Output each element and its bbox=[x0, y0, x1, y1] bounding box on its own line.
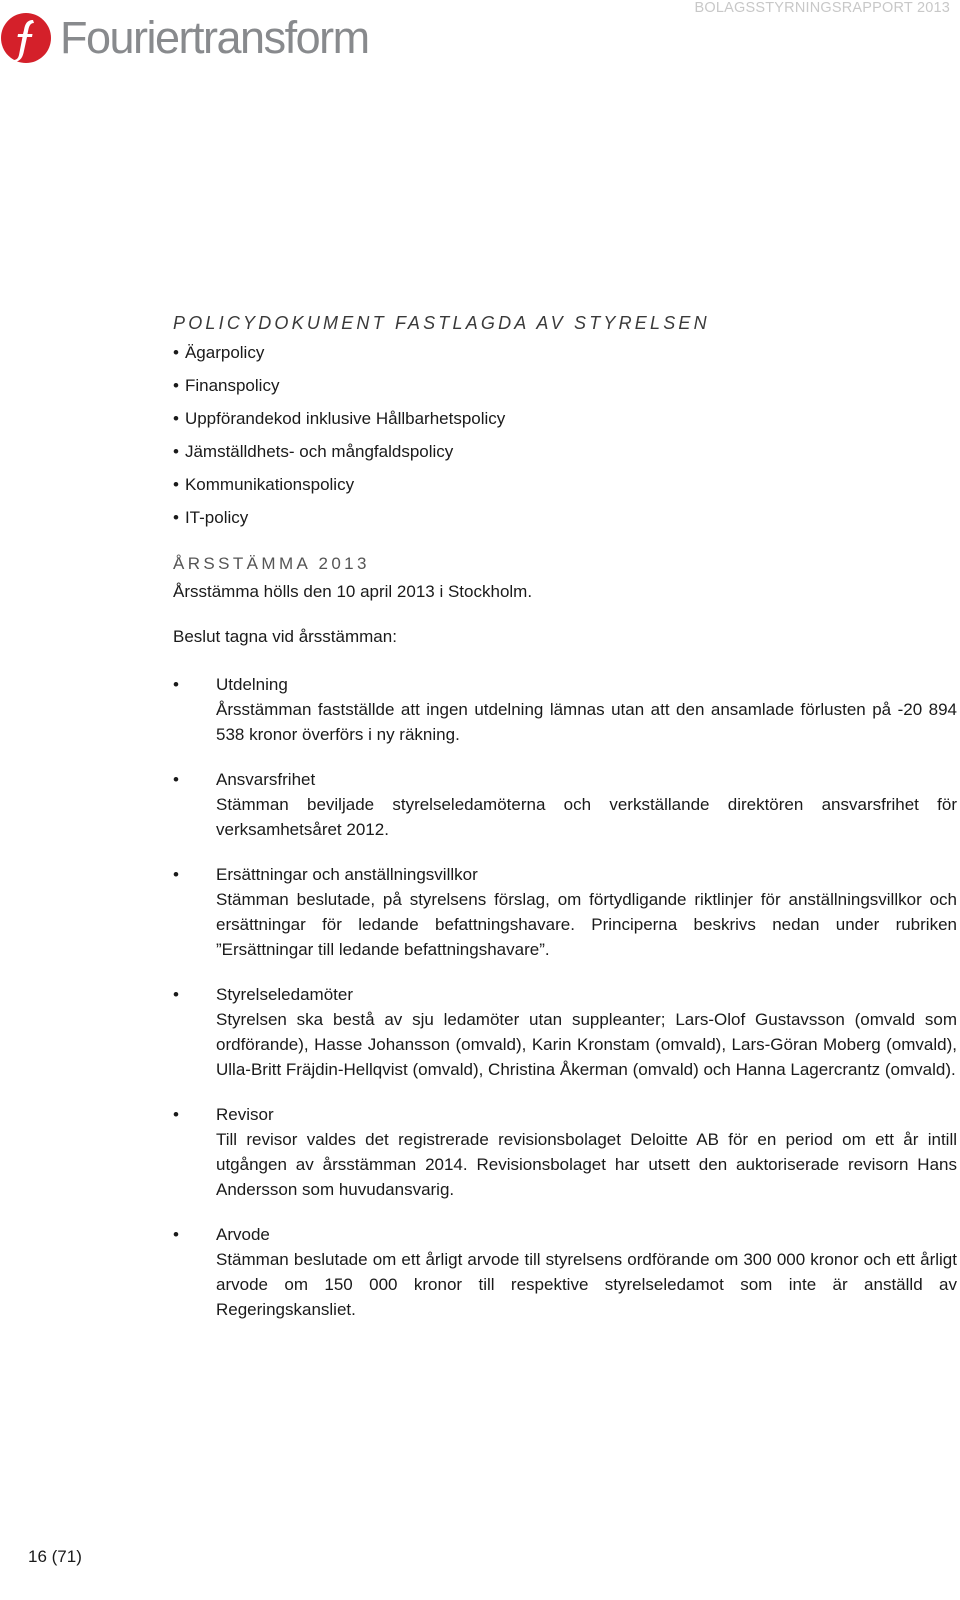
decision-heading: Styrelseledamöter bbox=[216, 985, 354, 1004]
bullet: • bbox=[173, 985, 179, 1004]
bullet: • bbox=[173, 675, 179, 694]
decision-body: Styrelsen ska bestå av sju ledamöter utan suppleanter; Lars-Olof Gustavsson (omvald som ordförande), Hasse Johansson (omvald), Karin Kronstam (omvald), Lars-Göran Moberg (omvald), Ulla-Britt Fräjdin-Hellqvist (omvald), Christina Åkerman (omvald) och Hanna Lagercrantz (omvald). bbox=[216, 1010, 957, 1079]
decision-body: Stämman beviljade styrelseledamöterna och verkställande direktören ansvarsfrihet för verksamhetsåret 2012. bbox=[216, 795, 957, 839]
logo-wordmark: Fouriertransform bbox=[60, 12, 369, 63]
bullet: • bbox=[173, 1225, 179, 1244]
logo-f-icon bbox=[0, 12, 52, 64]
policy-item: • Ägarpolicy bbox=[173, 342, 505, 375]
decision-item bbox=[173, 982, 957, 1082]
agm-held-text: Årsstämma hölls den 10 april 2013 i Stockholm. bbox=[173, 582, 533, 601]
decision-item bbox=[173, 862, 957, 962]
decision-body: Till revisor valdes det registrerade revisionsbolaget Deloitte AB för en period om ett år intill utgången av årsstämman 2014. Revisionsbolaget har utsett den auktoriserade revisorn Hans Andersson som huvudansvarig. bbox=[216, 1130, 957, 1199]
decision-heading: Ansvarsfrihet bbox=[216, 770, 316, 789]
bullet: • bbox=[173, 865, 179, 884]
decision-item bbox=[173, 1222, 957, 1322]
decision-body: Stämman beslutade, på styrelsens förslag, om förtydligande riktlinjer för anställningsvillkor och ersättningar för ledande befattningshavare. Principerna beskrivs nedan under rubriken ”Ersättningar till ledande befattningshavare”. bbox=[216, 890, 957, 959]
decisions-list bbox=[173, 672, 957, 1342]
policy-item: • Kommunikationspolicy bbox=[173, 474, 505, 507]
bullet: • bbox=[173, 1105, 179, 1124]
decision-heading: Revisor bbox=[216, 1105, 274, 1124]
policy-item: • Uppförandekod inklusive Hållbarhetspolicy bbox=[173, 408, 505, 441]
policy-item: • Jämställdhets- och mångfaldspolicy bbox=[173, 441, 505, 474]
report-label: BOLAGSSTYRNINGSRAPPORT 2013 bbox=[694, 0, 950, 16]
agm-section-title: ÅRSSTÄMMA 2013 bbox=[173, 554, 370, 573]
page-number: 16 (71) bbox=[28, 1547, 82, 1566]
policy-section-title: POLICYDOKUMENT FASTLAGDA AV STYRELSEN bbox=[173, 313, 710, 333]
decision-heading: Utdelning bbox=[216, 675, 288, 694]
decision-heading: Ersättningar och anställningsvillkor bbox=[216, 865, 478, 884]
decision-item bbox=[173, 767, 957, 842]
decision-item bbox=[173, 672, 957, 747]
policy-item: • Finanspolicy bbox=[173, 375, 505, 408]
decisions-intro: Beslut tagna vid årsstämman: bbox=[173, 627, 397, 646]
bullet: • bbox=[173, 770, 179, 789]
decision-body: Årsstämman fastställde att ingen utdelning lämnas utan att den ansamlade förlusten på -20 894 538 kronor överförs i ny räkning. bbox=[216, 700, 957, 744]
policy-item: • IT-policy bbox=[173, 507, 505, 540]
policy-list bbox=[173, 342, 505, 540]
decision-body: Stämman beslutade om ett årligt arvode till styrelsens ordförande om 300 000 kronor och ett årligt arvode om 150 000 kronor till respektive styrelseledamot som inte är anställd av Regeringskansliet. bbox=[216, 1250, 957, 1319]
decision-heading: Arvode bbox=[216, 1225, 270, 1244]
company-logo bbox=[0, 10, 369, 66]
decision-item bbox=[173, 1102, 957, 1202]
